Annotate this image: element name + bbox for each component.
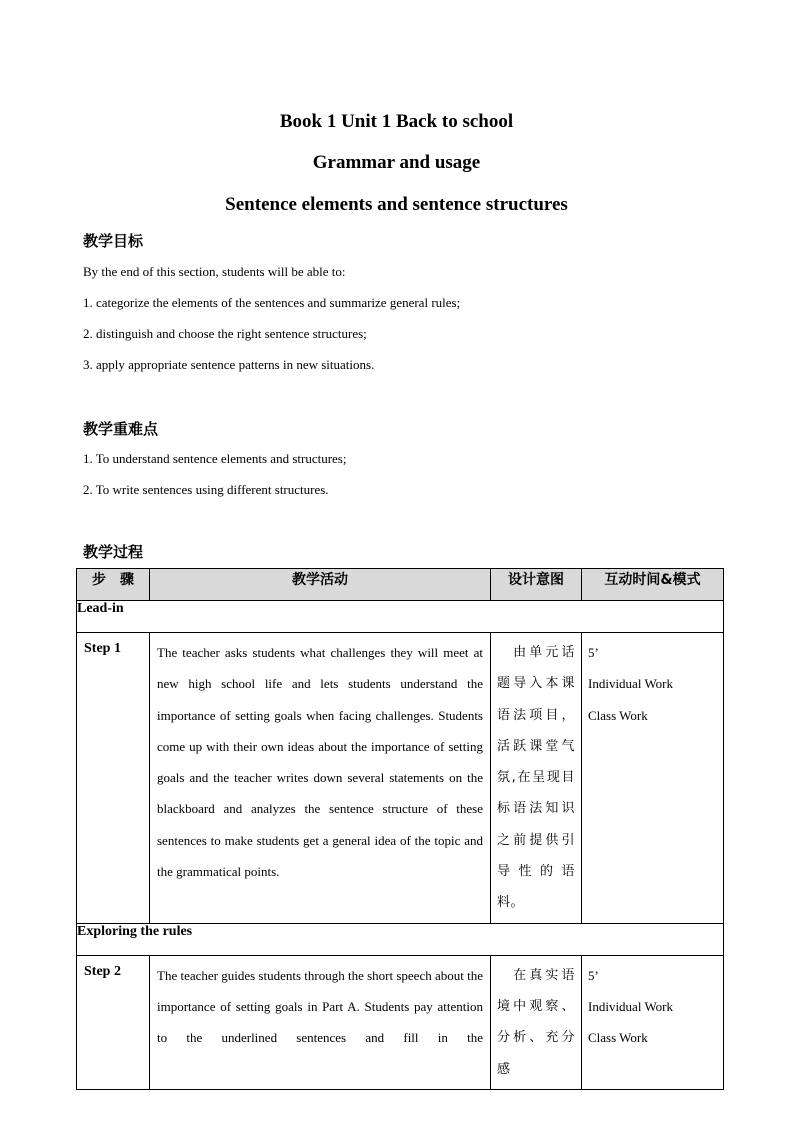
header-activity: 教学活动: [150, 569, 491, 601]
objective-item-3: 3. apply appropriate sentence patterns in new situations.: [83, 357, 375, 372]
step-mode-class: Class Work: [588, 707, 648, 723]
document-topic: Sentence elements and sentence structures: [225, 194, 568, 215]
key-points-heading: 教学重难点: [83, 420, 159, 438]
step-mode-individual: Individual Work: [588, 676, 674, 692]
step-time: 5’: [588, 967, 599, 983]
objectives-heading: 教学目标: [83, 232, 144, 250]
step-mode-class: Class Work: [588, 1030, 648, 1046]
header-time-mode: 互动时间&模式: [582, 569, 724, 601]
step-time-mode: [582, 633, 724, 924]
process-heading: 教学过程: [83, 543, 144, 561]
table-section-row: [77, 601, 724, 633]
step-label: Step 2: [77, 955, 150, 1089]
step-activity: The teacher asks students what challenges they will meet at new high school life and lets students understand the importance of setting goals when facing challenges. Students come up with their own ideas about the importance of setting goals and the teacher writes down several statements on the blackboard and analyzes the sentence structure of these sentences to make students get a general idea of the topic and the grammatical points.: [150, 633, 491, 924]
document-subtitle: Grammar and usage: [312, 152, 481, 173]
section-title-lead-in: Lead-in: [77, 601, 724, 633]
section-title-exploring: Exploring the rules: [77, 923, 724, 955]
table-section-row: [77, 923, 724, 955]
objective-item-1: 1. categorize the elements of the sentences and summarize general rules;: [83, 295, 461, 310]
table-row: [77, 955, 724, 1089]
document-title: Book 1 Unit 1 Back to school: [279, 111, 514, 132]
objectives-intro: By the end of this section, students will be able to:: [83, 264, 346, 279]
step-label: Step 1: [77, 633, 150, 924]
table-row: [77, 633, 724, 924]
step-purpose: 由单元话题导入本课语法项目，活跃课堂气氛,在呈现目标语法知识之前提供引导性的语料。: [491, 633, 582, 924]
table-header-row: [77, 569, 724, 601]
header-step: 步 骤: [77, 569, 150, 601]
step-time: 5’: [588, 645, 599, 660]
objective-item-2: 2. distinguish and choose the right sentence structures;: [83, 326, 367, 341]
step-time-mode: [582, 955, 724, 1089]
step-purpose: 在真实语境中观察、分析、充分感: [491, 955, 582, 1089]
step-mode-individual: Individual Work: [588, 998, 674, 1014]
header-purpose: 设计意图: [491, 569, 582, 601]
key-point-item-2: 2. To write sentences using different structures.: [83, 482, 329, 497]
key-point-item-1: 1. To understand sentence elements and structures;: [83, 451, 347, 466]
step-activity: The teacher guides students through the short speech about the importance of setting goals in Part A. Students pay attention to the underlined sentences and fill in the: [150, 955, 491, 1089]
lesson-process-table: [76, 568, 724, 1090]
